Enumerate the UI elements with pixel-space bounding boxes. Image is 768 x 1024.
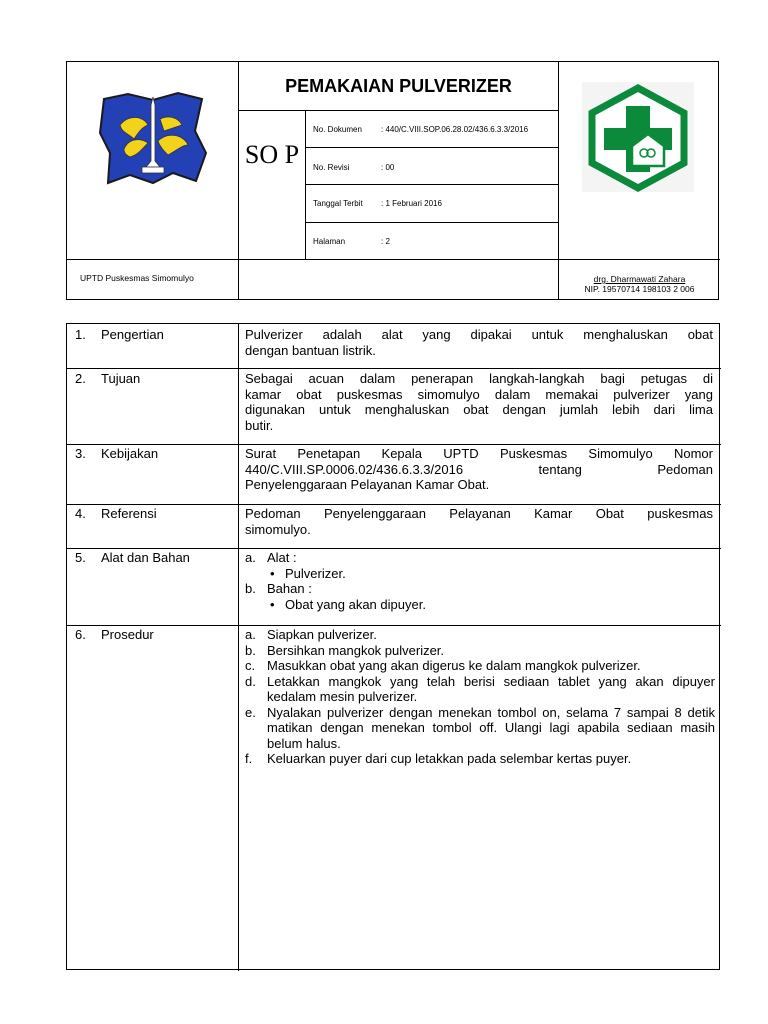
step-text: Letakkan mangkok yang telah berisi sediaan tablet yang akan dipuyer kedalam mesin pulverizer. <box>267 673 715 704</box>
text-line: Penyelenggaraan Pelayanan Kamar Obat. <box>245 477 490 492</box>
procedure-step <box>245 627 715 643</box>
section-text-referensi <box>245 506 713 537</box>
meta-label-no-revisi: No. Revisi <box>313 163 350 172</box>
list-marker: c. <box>245 658 256 673</box>
bullet-text: Obat yang akan dipuyer. <box>285 596 426 612</box>
text-line: butir. <box>245 417 274 433</box>
text-line: simomulyo. <box>245 521 311 537</box>
signer-name: drg. Dharmawati Zahara <box>593 274 686 284</box>
document-title: PEMAKAIAN PULVERIZER <box>285 76 512 96</box>
section-text-pengertian <box>245 327 713 358</box>
procedure-step <box>245 643 715 659</box>
step-text: Bersihkan mangkok pulverizer. <box>267 642 445 658</box>
text-line: Surat Penetapan Kepala UPTD Puskesmas Simomulyo Nomor <box>245 446 713 461</box>
section-text-kebijakan <box>245 446 713 493</box>
bullet-icon: • <box>270 596 275 612</box>
section-number: 4. <box>75 506 86 521</box>
procedure-step <box>245 658 715 674</box>
bullet-item <box>245 597 713 613</box>
step-text: Keluarkan puyer dari cup letakkan pada selembar kertas puyer. <box>267 751 632 766</box>
list-marker: a. <box>245 550 256 565</box>
sop-label <box>239 140 305 169</box>
section-label-kebijakan: Kebijakan <box>101 446 159 461</box>
sop-header-table <box>66 61 719 300</box>
section-number: 3. <box>75 446 86 461</box>
section-number: 2. <box>75 371 86 386</box>
section-label-prosedur: Prosedur <box>101 627 154 642</box>
bullet-item <box>245 566 713 582</box>
section-label-tujuan: Tujuan <box>101 371 141 386</box>
step-text: Masukkan obat yang akan digerus ke dalam mangkok pulverizer. <box>267 658 641 673</box>
list-item <box>245 581 713 597</box>
list-item-title: Alat : <box>267 550 297 565</box>
sop-content-table <box>66 323 720 970</box>
meta-label-halaman: Halaman <box>313 237 346 246</box>
section-label-referensi: Referensi <box>101 506 157 521</box>
signer-nip: NIP. 19570714 198103 2 006 <box>584 284 695 294</box>
section-label-pengertian: Pengertian <box>101 327 164 342</box>
procedure-step <box>245 751 715 767</box>
list-item <box>245 550 713 566</box>
meta-value-tanggal-terbit: : 1 Februari 2016 <box>381 199 442 208</box>
list-marker: f. <box>245 751 253 766</box>
section-number: 1. <box>75 327 86 342</box>
bullet-text: Pulverizer. <box>285 565 346 581</box>
procedure-step <box>245 674 715 705</box>
surabaya-emblem-icon <box>98 91 208 187</box>
text-line: Sebagai acuan dalam penerapan langkah-langkah bagi petugas di <box>245 371 713 386</box>
section-number: 5. <box>75 550 86 565</box>
text-line: Pulverizer adalah alat yang dipakai untuk menghaluskan obat <box>245 327 713 342</box>
step-text: Siapkan pulverizer. <box>267 627 377 642</box>
unit-name: UPTD Puskesmas Simomulyo <box>80 273 194 283</box>
section-list-alat-dan-bahan <box>245 550 713 612</box>
meta-label-tanggal-terbit: Tanggal Terbit <box>313 199 363 208</box>
text-line: dengan bantuan listrik. <box>245 342 376 358</box>
step-text: Nyalakan pulverizer dengan menekan tombol on, selama 7 sampai 8 detik matikan dengan menekan tombol off. Ulangi lagi apabila sediaan masih belum halus. <box>267 704 715 751</box>
text-line: kamar obat puskesmas simomulyo dalam memakai pulverizer yang <box>245 386 713 402</box>
section-number: 6. <box>75 627 86 642</box>
list-marker: b. <box>245 642 256 658</box>
section-text-tujuan <box>245 371 713 433</box>
list-marker: b. <box>245 581 256 596</box>
meta-value-halaman: : 2 <box>381 237 390 246</box>
puskesmas-logo-icon <box>582 82 694 192</box>
list-marker: e. <box>245 704 256 720</box>
meta-value-no-revisi: : 00 <box>381 163 395 172</box>
section-label-alat-dan-bahan: Alat dan Bahan <box>101 550 190 565</box>
list-marker: a. <box>245 627 256 642</box>
list-marker: d. <box>245 673 256 689</box>
meta-value-no-dokumen: : 440/C.VIII.SOP.06.28.02/436.6.3.3/2016 <box>381 125 529 134</box>
meta-label-no-dokumen: No. Dokumen <box>313 125 362 134</box>
text-line: 440/C.VIII.SP.0006.02/436.6.3.3/2016 tentang Pedoman <box>245 461 713 477</box>
bullet-icon: • <box>270 565 275 581</box>
list-item-title: Bahan : <box>267 581 312 596</box>
sop-label-text: SO P <box>244 140 300 169</box>
section-list-prosedur <box>245 627 715 767</box>
text-line: Pedoman Penyelenggaraan Pelayanan Kamar Obat puskesmas <box>245 506 713 521</box>
procedure-step <box>245 705 715 752</box>
text-line: digunakan untuk menghaluskan obat dengan jumlah lebih dari lima <box>245 402 713 417</box>
